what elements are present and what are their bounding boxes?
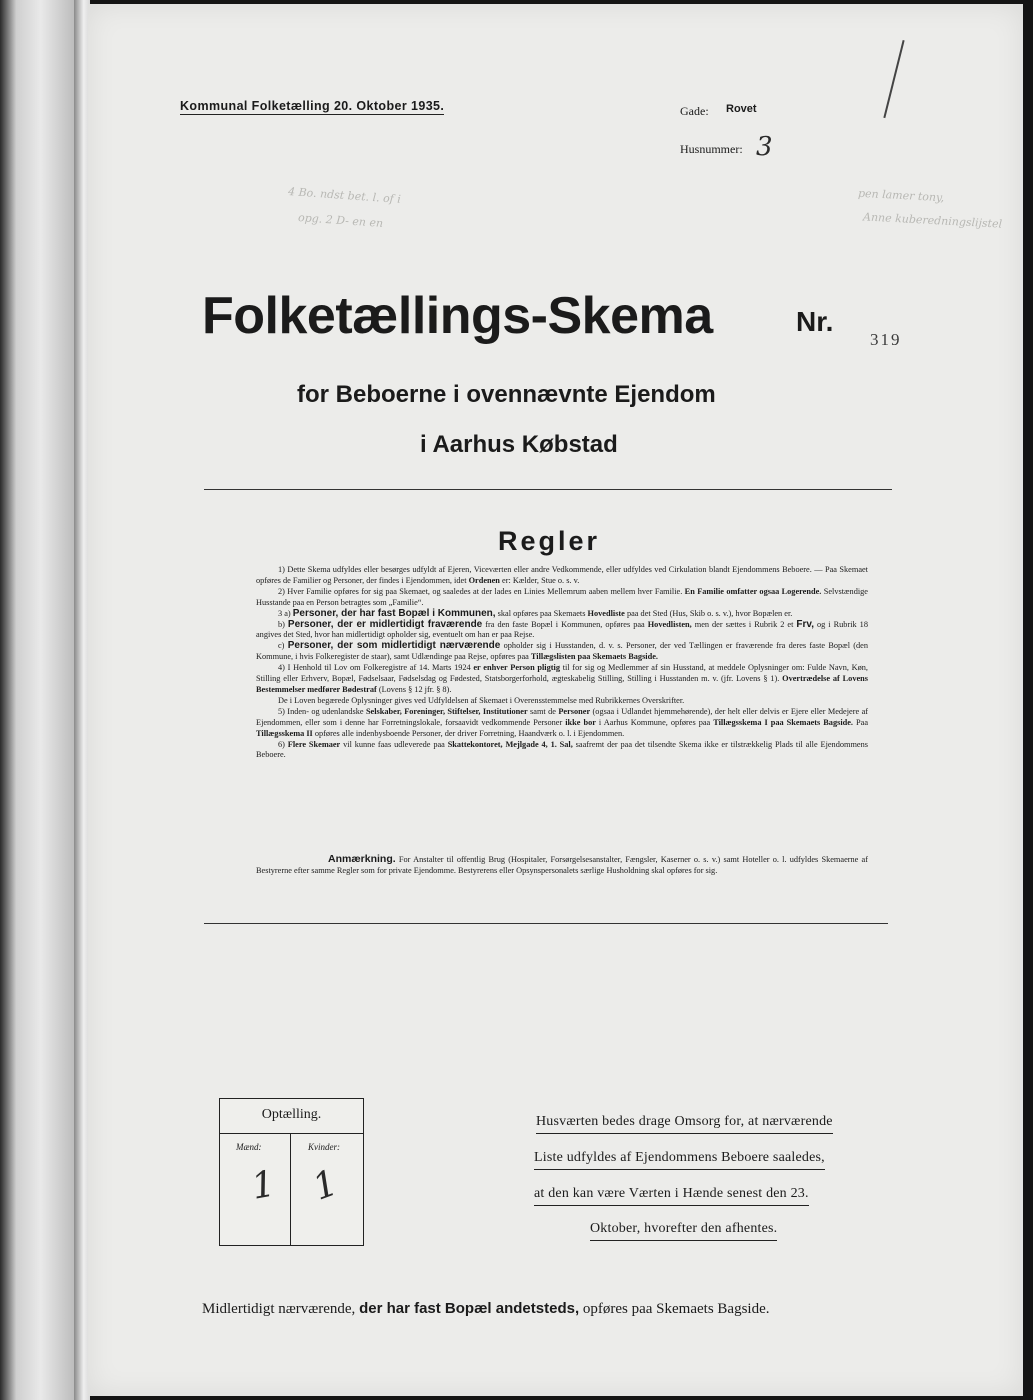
- schema-number: 319: [870, 330, 902, 349]
- rules-heading: Regler: [498, 526, 601, 556]
- footer-note: Midlertidigt nærværende, der har fast Bopæl andetsteds, opføres paa Skemaets Bagside.: [202, 1300, 770, 1317]
- rule-6: 6) Flere Skemaer vil kunne faas udleverede paa Skattekontoret, Mejlgade 4, 1. Sal, saafremt der paa det tilsendte Skema ikke er tilstrækkelig Plads til alle Ejendommens Beboere.: [256, 739, 868, 760]
- rule-3c: c) Personer, der som midlertidigt nærværende opholder sig i Husstanden, d. v. s. Personer, der ved Tællingen er fraværende fra deres faste Bopæl (den Kommune, i hvis Folkeregister de staar), samt Udlændinge paa Rejse, opføres paa Tillægslisten paa Skemaets Bagside.: [256, 640, 869, 662]
- landlord-notice-line: Husværten bedes drage Omsorg for, at nærværende: [536, 1112, 833, 1134]
- divider: [220, 1133, 363, 1134]
- divider: [204, 489, 892, 490]
- men-count: 1: [248, 1163, 279, 1208]
- remark-text: For Anstalter til offentlig Brug (Hospitaler, Forsørgelsesanstalter, Fængsler, Kaserner o. s. v.) samt Hoteller o. l. udfyldes Skemaerne af Bestyrerne efter samme Regler som for private Ejendomme. Bestyrerens eller Opsynspersonalets særlige Husholdning skal opføres for sig.: [256, 855, 868, 875]
- title-nr-label: Nr.: [796, 306, 834, 337]
- census-title: Kommunal Folketælling 20. Oktober 1935.: [180, 99, 445, 113]
- rule-2: 2) Hver Familie opføres for sig paa Skemaet, og saaledes at der lades en Linies Mellemrum aaben mellem hver Familie. En Familie omfatter ogsaa Logerende. Selvstændige Husstande paa en Person betragtes som „Familie“.: [256, 586, 868, 607]
- divider: [204, 923, 888, 924]
- remark: [256, 854, 868, 877]
- subtitle: i Aarhus Købstad: [420, 431, 618, 458]
- men-label: Mænd:: [236, 1142, 262, 1152]
- left-page-edge: [0, 0, 74, 1400]
- census-form-page: [88, 4, 1023, 1396]
- landlord-notice-line: Liste udfyldes af Ejendommens Beboere saaledes,: [534, 1148, 825, 1170]
- rule-5: 5) Inden- og udenlandske Selskaber, Foreninger, Stiftelser, Institutioner samt de Personer (ogsaa i Udlandet hjemmehørende), der helt eller delvis er Ejere eller Medejere af Ejendommen, eller som i denne har Forretningslokale, forsaavidt vedkommende Personer ikke bor i Aarhus Kommune, opføres paa Tillægsskema I paa Skemaets Bagside. Paa Tillægsskema II opføres alle indenbysboende Personer, der driver Forretning, Haandværk o. l. i Ejendommen.: [256, 706, 869, 738]
- women-label: Kvinder:: [308, 1142, 340, 1152]
- house-number-label: Husnummer:: [680, 142, 743, 156]
- rule-3a: 3 a) Personer, der har fast Bopæl i Kommunen, skal opføres paa Skemaets Hovedliste paa det Sted (Hus, Skib o. s. v.), hvor Bopælen er.: [278, 607, 793, 619]
- rule-4: 4) I Henhold til Lov om Folkeregistre af 14. Marts 1924 er enhver Person pligtig til for sig og Medlemmer af sin Husstand, at meddele Oplysninger om: Fulde Navn, Køn, Stilling eller Erhverv, Bopæl, Fødselsaar, Fødselsdag og Fødested, Statsborgerforhold, ægteskabelig Stilling, Stilling i Husstanden m. v. (jfr. Lovens § 1). Overtrædelse af Lovens Bestemmelser medfører Bødestraf (Lovens § 12 jfr. § 8).: [256, 663, 868, 694]
- faded-annotation: 4 Bo. ndst bet. l. of i: [287, 185, 402, 206]
- count-box: [219, 1098, 364, 1246]
- faded-annotation: pen lamer tony,: [857, 186, 945, 205]
- women-count: 1: [307, 1162, 344, 1209]
- street-value: Rovet: [726, 103, 757, 115]
- rules-body: [256, 565, 868, 761]
- subtitle: for Beboerne i ovennævnte Ejendom: [297, 381, 716, 408]
- house-number-value: 3: [756, 132, 773, 162]
- page-title: Folketællings-Skema: [202, 287, 713, 345]
- rule-4b: De i Loven begærede Oplysninger gives ved Udfyldelsen af Skemaet i Overensstemmelse med Rubrikkernes Overskrifter.: [278, 695, 685, 705]
- faded-annotation: opg. 2 D- en en: [297, 211, 384, 230]
- remark-label: Anmærkning.: [328, 853, 396, 865]
- count-title: Optælling.: [261, 1107, 322, 1122]
- rule-1: 1) Dette Skema udfyldes eller besørges udfyldt af Ejeren, Viceværten eller andre Vedkommende, eller udfyldes ved Cirkulation blandt Ejendommens Beboere. — Paa Skemaet opføres de Familier og Personer, der findes i Ejendommen, idet Ordenen er: Kælder, Stue o. s. v.: [256, 565, 868, 585]
- landlord-notice-line: at den kan være Værten i Hænde senest den 23.: [534, 1184, 809, 1206]
- rule-3b: b) Personer, der er midlertidigt fraværende fra den faste Bopæl i Kommunen, opføres paa Hovedlisten, men der sættes i Rubrik 2 et Frv, og i Rubrik 18 angives det Sted, hvor han midlertidigt opholder sig, eventuelt om han er paa Rejse.: [256, 618, 868, 640]
- street-label: Gade:: [680, 104, 709, 118]
- faded-annotation: Anne kuberedningslijstel: [862, 210, 1003, 231]
- divider: [290, 1133, 291, 1245]
- landlord-notice-line: Oktober, hvorefter den afhentes.: [590, 1219, 777, 1241]
- pencil-mark: [883, 40, 904, 118]
